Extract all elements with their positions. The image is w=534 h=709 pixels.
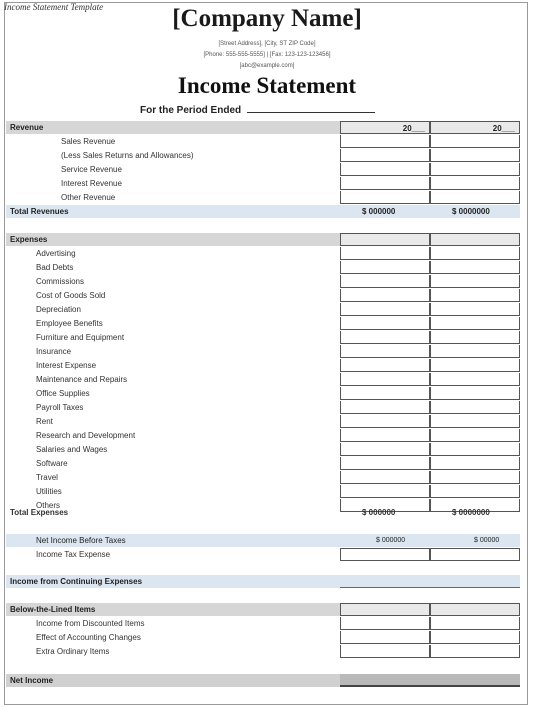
year-label-2: 20___ xyxy=(492,124,515,133)
below-line-cell-1[interactable] xyxy=(340,617,430,630)
expense-cell-2[interactable] xyxy=(430,359,520,372)
expense-cell-1[interactable] xyxy=(340,443,430,456)
expense-item-label: Office Supplies xyxy=(36,389,90,398)
expense-cell-2[interactable] xyxy=(430,415,520,428)
income-tax-label: Income Tax Expense xyxy=(36,550,111,559)
revenue-row xyxy=(6,149,520,162)
company-email: [abc@example.com] xyxy=(239,63,295,69)
total-expenses-label: Total Expenses xyxy=(10,508,69,517)
company-name: [Company Name] xyxy=(172,5,362,32)
revenue-cell-1[interactable] xyxy=(340,163,430,176)
expense-cell-2[interactable] xyxy=(430,429,520,442)
revenue-item-label: Other Revenue xyxy=(61,193,116,202)
revenue-cell-2[interactable] xyxy=(430,149,520,162)
expense-item-label: Depreciation xyxy=(36,305,81,314)
expense-cell-1[interactable] xyxy=(340,457,430,470)
year-label-1: 20___ xyxy=(402,124,425,133)
below-line-header-cell-1 xyxy=(340,603,430,616)
expense-row xyxy=(6,303,520,316)
expense-item-label: Software xyxy=(36,459,68,468)
expense-cell-2[interactable] xyxy=(430,401,520,414)
revenue-item-label: (Less Sales Returns and Allowances) xyxy=(61,151,194,160)
expense-item-label: Research and Development xyxy=(36,431,136,440)
below-line-cell-1[interactable] xyxy=(340,645,430,658)
expense-cell-2[interactable] xyxy=(430,261,520,274)
expense-cell-1[interactable] xyxy=(340,485,430,498)
expense-cell-2[interactable] xyxy=(430,345,520,358)
expense-row xyxy=(6,401,520,414)
income-tax-cell-2[interactable] xyxy=(430,548,520,561)
below-line-heading: Below-the-Lined Items xyxy=(10,605,96,614)
below-line-cell-2[interactable] xyxy=(430,631,520,644)
expense-cell-1[interactable] xyxy=(340,289,430,302)
net-income-before-taxes-row xyxy=(6,534,520,547)
net-income-label: Net Income xyxy=(10,676,54,685)
net-income-value-bar[interactable] xyxy=(340,674,520,687)
expense-cell-2[interactable] xyxy=(430,485,520,498)
revenue-cell-2[interactable] xyxy=(430,163,520,176)
expense-cell-1[interactable] xyxy=(340,387,430,400)
expense-item-label: Interest Expense xyxy=(36,361,97,370)
expense-item-label: Advertising xyxy=(36,249,76,258)
expense-cell-2[interactable] xyxy=(430,387,520,400)
net-income-row xyxy=(6,674,520,687)
below-line-cell-2[interactable] xyxy=(430,645,520,658)
expense-row xyxy=(6,275,520,288)
expense-cell-1[interactable] xyxy=(340,373,430,386)
expense-row xyxy=(6,373,520,386)
expenses-header-cell-2 xyxy=(430,233,520,246)
below-line-item-label: Income from Discounted Items xyxy=(36,619,145,628)
revenue-cell-2[interactable] xyxy=(430,177,520,190)
expenses-header-cell-1 xyxy=(340,233,430,246)
revenue-item-label: Sales Revenue xyxy=(61,137,116,146)
continuing-income-underline xyxy=(340,587,520,588)
expense-row xyxy=(6,317,520,330)
expense-cell-2[interactable] xyxy=(430,303,520,316)
expense-cell-2[interactable] xyxy=(430,275,520,288)
company-phone-fax: [Phone: 555-555-5555] | [Fax: 123-123-123456] xyxy=(203,52,331,58)
expense-cell-1[interactable] xyxy=(340,429,430,442)
expense-cell-1[interactable] xyxy=(340,247,430,260)
below-line-item-label: Effect of Accounting Changes xyxy=(36,633,141,642)
revenue-cell-1[interactable] xyxy=(340,191,430,204)
expense-item-label: Others xyxy=(36,501,61,510)
revenue-item-label: Interest Revenue xyxy=(61,179,122,188)
period-date-line[interactable] xyxy=(247,103,375,113)
expense-cell-2[interactable] xyxy=(430,331,520,344)
expense-row xyxy=(6,443,520,456)
expense-row xyxy=(6,289,520,302)
expense-cell-2[interactable] xyxy=(430,247,520,260)
revenue-header-row xyxy=(6,121,520,134)
expense-row xyxy=(6,261,520,274)
expense-cell-2[interactable] xyxy=(430,471,520,484)
revenue-cell-1[interactable] xyxy=(340,135,430,148)
expense-row xyxy=(6,247,520,260)
expense-row xyxy=(6,359,520,372)
expense-row xyxy=(6,415,520,428)
continuing-income-label: Income from Continuing Expenses xyxy=(10,577,143,586)
revenue-item-label: Service Revenue xyxy=(61,165,122,174)
expense-item-label: Salaries and Wages xyxy=(36,445,108,454)
revenue-row xyxy=(6,191,520,204)
total-revenues-row xyxy=(6,205,520,218)
template-label: Income Statement Template xyxy=(4,2,104,12)
expense-item-label: Maintenance and Repairs xyxy=(36,375,128,384)
expense-cell-2[interactable] xyxy=(430,443,520,456)
expense-item-label: Rent xyxy=(36,417,53,426)
period-ended xyxy=(140,103,375,116)
expense-row xyxy=(6,387,520,400)
revenue-heading: Revenue xyxy=(10,123,44,132)
expense-item-label: Insurance xyxy=(36,347,72,356)
income-tax-row xyxy=(6,548,520,561)
expenses-header-row xyxy=(6,233,520,246)
expense-cell-1[interactable] xyxy=(340,331,430,344)
expense-item-label: Travel xyxy=(36,473,58,482)
revenue-cell-1[interactable] xyxy=(340,149,430,162)
document-title: Income Statement xyxy=(177,73,357,98)
period-label: For the Period Ended xyxy=(140,105,242,116)
expense-cell-1[interactable] xyxy=(340,415,430,428)
expense-row xyxy=(6,429,520,442)
expense-row xyxy=(6,345,520,358)
year-column-2[interactable] xyxy=(430,121,520,134)
total-expenses-value-2: $ 0000000 xyxy=(452,508,490,517)
expense-item-label: Cost of Goods Sold xyxy=(36,291,106,300)
below-line-row xyxy=(6,631,520,644)
expense-cell-1[interactable] xyxy=(340,261,430,274)
net-before-tax-label: Net Income Before Taxes xyxy=(36,536,126,545)
revenue-row xyxy=(6,177,520,190)
expenses-heading: Expenses xyxy=(10,235,48,244)
revenue-row xyxy=(6,135,520,148)
expense-row xyxy=(6,457,520,470)
below-line-row xyxy=(6,617,520,630)
expense-cell-1[interactable] xyxy=(340,345,430,358)
expense-item-label: Furniture and Equipment xyxy=(36,333,125,342)
expense-cell-2[interactable] xyxy=(430,317,520,330)
total-revenues-value-1: $ 000000 xyxy=(362,207,396,216)
expense-cell-2[interactable] xyxy=(430,289,520,302)
expense-cell-1[interactable] xyxy=(340,471,430,484)
below-line-header-cell-2 xyxy=(430,603,520,616)
net-before-tax-value-1: $ 000000 xyxy=(376,537,406,544)
continuing-income-row xyxy=(6,575,520,588)
expense-row xyxy=(6,331,520,344)
expense-cell-1[interactable] xyxy=(340,401,430,414)
year-column-1[interactable] xyxy=(340,121,430,134)
expense-cell-1[interactable] xyxy=(340,359,430,372)
expense-item-label: Payroll Taxes xyxy=(36,403,84,412)
below-line-cell-2[interactable] xyxy=(430,617,520,630)
expense-item-label: Commissions xyxy=(36,277,85,286)
revenue-cell-2[interactable] xyxy=(430,135,520,148)
expense-row xyxy=(6,471,520,484)
revenue-row xyxy=(6,163,520,176)
company-address: [Street Address], [City, ST ZIP Code] xyxy=(218,41,316,47)
net-before-tax-value-2: $ 00000 xyxy=(474,537,500,544)
expense-item-label: Employee Benefits xyxy=(36,319,103,328)
expense-cell-2[interactable] xyxy=(430,457,520,470)
expense-cell-1[interactable] xyxy=(340,317,430,330)
total-revenues-label: Total Revenues xyxy=(10,207,69,216)
expense-row xyxy=(6,485,520,498)
expense-cell-1[interactable] xyxy=(340,275,430,288)
expense-cell-2[interactable] xyxy=(430,373,520,386)
total-expenses-row xyxy=(6,506,520,520)
income-tax-cell-1[interactable] xyxy=(340,548,430,561)
below-line-cell-1[interactable] xyxy=(340,631,430,644)
total-expenses-value-1: $ 000000 xyxy=(362,508,396,517)
expense-cell-1[interactable] xyxy=(340,303,430,316)
expense-item-label: Bad Debts xyxy=(36,263,74,272)
total-revenues-value-2: $ 0000000 xyxy=(452,207,490,216)
revenue-cell-1[interactable] xyxy=(340,177,430,190)
expense-item-label: Utilities xyxy=(36,487,62,496)
below-line-item-label: Extra Ordinary Items xyxy=(36,647,110,656)
revenue-cell-2[interactable] xyxy=(430,191,520,204)
below-line-row xyxy=(6,645,520,658)
below-line-header-row xyxy=(6,603,520,616)
